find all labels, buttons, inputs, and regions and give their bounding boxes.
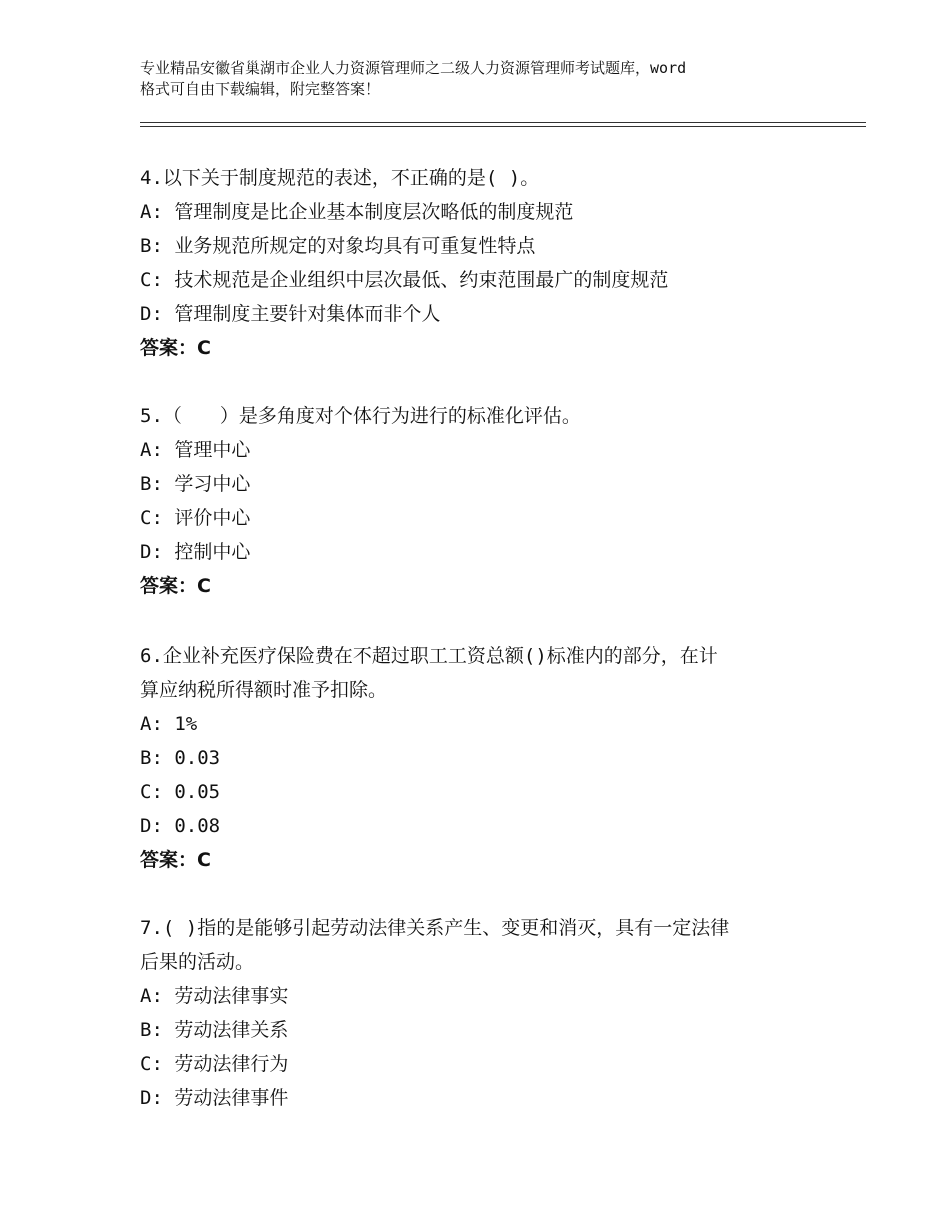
option-d: D: 0.08 (140, 815, 221, 837)
option-a: A: 劳动法律事实 (140, 985, 289, 1007)
option-d: D: 控制中心 (140, 541, 251, 563)
question-stem-line-1: 7.( )指的是能够引起劳动法律关系产生、变更和消灭，具有一定法律 (140, 917, 730, 939)
header-line-2: 格式可自由下载编辑，附完整答案！ (140, 80, 381, 98)
question-stem: 5.（ ）是多角度对个体行为进行的标准化评估。 (140, 405, 581, 427)
question-4 (140, 161, 840, 365)
option-b: B: 学习中心 (140, 473, 251, 495)
question-stem-line-1: 6.企业补充医疗保险费在不超过职工工资总额()标准内的部分，在计 (140, 645, 718, 667)
option-a: A: 管理制度是比企业基本制度层次略低的制度规范 (140, 201, 574, 223)
question-5 (140, 399, 840, 603)
header-divider-bottom (140, 126, 866, 127)
answer-label: 答案：C (140, 337, 211, 359)
question-stem-line-2: 算应纳税所得额时准予扣除。 (140, 679, 388, 701)
option-c: C: 技术规范是企业组织中层次最低、约束范围最广的制度规范 (140, 269, 669, 291)
header-divider-top (140, 122, 866, 123)
option-d: D: 劳动法律事件 (140, 1087, 289, 1109)
document-header (140, 58, 840, 100)
option-c: C: 评价中心 (140, 507, 251, 529)
question-7 (140, 911, 840, 1115)
answer-label: 答案：C (140, 849, 211, 871)
option-c: C: 0.05 (140, 781, 221, 803)
question-stem: 4.以下关于制度规范的表述，不正确的是( )。 (140, 167, 540, 189)
header-line-1: 专业精品安徽省巢湖市企业人力资源管理师之二级人力资源管理师考试题库，word (140, 59, 687, 77)
option-b: B: 劳动法律关系 (140, 1019, 289, 1041)
question-stem-line-2: 后果的活动。 (140, 951, 255, 973)
question-6 (140, 639, 840, 877)
option-a: A: 管理中心 (140, 439, 251, 461)
answer-label: 答案：C (140, 575, 211, 597)
option-b: B: 业务规范所规定的对象均具有可重复性特点 (140, 235, 536, 257)
option-a: A: 1% (140, 713, 198, 735)
option-c: C: 劳动法律行为 (140, 1053, 289, 1075)
option-b: B: 0.03 (140, 747, 221, 769)
option-d: D: 管理制度主要针对集体而非个人 (140, 303, 441, 325)
